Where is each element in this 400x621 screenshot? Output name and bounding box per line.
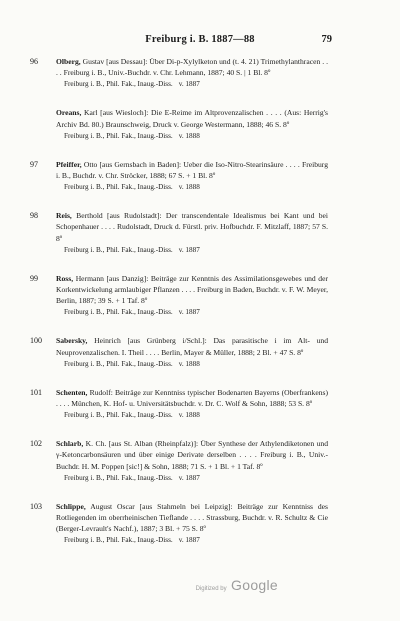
entry-item: [0, 56, 400, 90]
running-title: Freiburg i. B. 1887—88: [145, 34, 255, 45]
citation-text: Otto [aus Gernsbach in Baden]: Ueber die Iso-Nitro-Stearinsäure . . . . Freiburg i. B., Buchdr. v. Chr. Ströcker, 1888; 67 S. + 1 Bl. 8º: [56, 159, 328, 181]
google-logo: Google: [231, 577, 278, 593]
entry-citation: [56, 107, 328, 129]
author-surname: Schlippe,: [56, 501, 86, 511]
entry-citation: [56, 159, 328, 181]
page-number: 79: [321, 34, 332, 45]
entry-number: 103: [30, 501, 42, 511]
dissertation-date: v. 1887: [178, 536, 200, 545]
dissertation-date: v. 1887: [178, 245, 200, 254]
citation-text: Rudolf: Beiträge zur Kenntniss typischer Bodenarten Bayerns (Oberfrankens) . . . . München, K. Hof- u. Universitätsbuchdr. v. Dr. C. Wolf & Sohn, 1888; 53 S. 8º: [56, 387, 328, 409]
citation-text: Gustav [aus Dessau]: Über Di-p-Xylylketon und (t. 4. 21) Trimethylanthracen . . . . Freiburg i. B., Univ.-Buchdr. v. Chr. Lehmann, 1887; 40 S. | 1 Bl. 8º: [56, 57, 328, 78]
dissertation-date: v. 1888: [178, 183, 200, 192]
dissertation-note: [64, 473, 328, 484]
faculty-note: Freiburg i. B., Phil. Fak., Inaug.-Diss.: [64, 473, 173, 482]
dissertation-date: v. 1887: [178, 308, 200, 317]
entry-citation: [56, 210, 328, 244]
citation-text: Karl [aus Wiesloch]: Die E-Reime im Altprovenzalischen . . . . (Aus: Herrig's Archiv Bd. 80.) Braunschweig, Druck v. George Westermann, 1888; 46 S. 8º: [56, 108, 328, 129]
entry-item: [0, 387, 400, 421]
digitized-watermark: [196, 577, 278, 595]
entry-citation: [56, 501, 328, 535]
faculty-note: Freiburg i. B., Phil. Fak., Inaug.-Diss.: [64, 183, 173, 192]
entry-number: 100: [30, 336, 42, 346]
faculty-note: Freiburg i. B., Phil. Fak., Inaug.-Diss.: [64, 80, 173, 89]
author-surname: Schenten,: [56, 387, 88, 397]
entry-number: 98: [30, 211, 38, 221]
entry-item: [0, 210, 400, 256]
entry-item: [0, 273, 400, 319]
watermark-prefix: Digitized by: [195, 586, 227, 592]
dissertation-date: v. 1888: [178, 411, 200, 420]
citation-text: Hermann [aus Danzig]: Beiträge zur Kenntnis des Assimilationsgewebes und der Korkentwickelung armlaubiger Pflanzen . . . . Freiburg in Baden, Buchdr. v. F. W. Meyer, Berlin, 1887; 39 S. + 1 Taf. 8º: [56, 273, 328, 306]
author-surname: Pfeiffer,: [56, 159, 82, 169]
author-surname: Schlarb,: [56, 439, 84, 449]
entry-item: [0, 159, 400, 193]
faculty-note: Freiburg i. B., Phil. Fak., Inaug.-Diss.: [64, 359, 173, 368]
dissertation-note: [64, 410, 328, 421]
entry-item: [0, 438, 400, 484]
entry-citation: [56, 56, 328, 78]
faculty-note: Freiburg i. B., Phil. Fak., Inaug.-Diss.: [64, 245, 173, 254]
dissertation-date: v. 1887: [178, 473, 200, 482]
author-surname: Olberg,: [56, 57, 81, 66]
faculty-note: Freiburg i. B., Phil. Fak., Inaug.-Diss.: [64, 308, 173, 317]
author-surname: Sabersky,: [56, 336, 88, 346]
dissertation-date: v. 1888: [178, 359, 200, 368]
entry-item: [0, 107, 400, 141]
entry-number: 101: [30, 387, 42, 397]
dissertation-note: [64, 359, 328, 370]
dissertation-note: [64, 245, 328, 256]
citation-text: K. Ch. [aus St. Alban (Rheinpfalz)]: Über Synthese der Athylendiketonen und γ-Ketoncarbonsäuren und über einige Derivate derselben . . . . Freiburg i. B., Univ.-Buchdr. H. M. Poppen [sic!] & Sohn, 1888; 71 S. + 1 Bl. + 1 Taf. 8º: [56, 439, 328, 471]
dissertation-note: [64, 535, 328, 546]
entry-number: 99: [30, 273, 38, 283]
citation-text: August Oscar [aus Stahmeln bei Leipzig]: Beiträge zur Kenntniss des Rotliegenden im oberrheinischen Tieflande . . . . Strassburg, Buchdr. v. R. Schultz & Cie (Berger-Levrault's Nachf.), 1887; 3 Bl. + 75 S. 8º: [56, 501, 329, 534]
entry-citation: [56, 273, 328, 307]
faculty-note: Freiburg i. B., Phil. Fak., Inaug.-Diss.: [64, 536, 173, 545]
entry-number: 97: [30, 159, 38, 169]
faculty-note: Freiburg i. B., Phil. Fak., Inaug.-Diss.: [64, 131, 173, 140]
dissertation-date: v. 1888: [178, 131, 200, 140]
author-surname: Ross,: [56, 273, 74, 283]
author-surname: Reis,: [56, 211, 72, 221]
citation-text: Heinrich [aus Grünberg i/Schl.]: Das parasitische i im Alt- und Neuprovenzalischen. I. Theil . . . . Berlin, Mayer & Müller, 1888; 2 Bl. + 47 S. 8º: [56, 336, 328, 357]
entry-list: [0, 56, 400, 563]
entry-item: [0, 335, 400, 369]
entry-item: [0, 501, 400, 547]
dissertation-date: v. 1887: [178, 80, 200, 89]
dissertation-note: [64, 79, 328, 90]
entry-number: 102: [30, 439, 42, 449]
entry-number: 96: [30, 57, 38, 66]
dissertation-note: [64, 182, 328, 193]
entry-citation: [56, 438, 328, 472]
entry-citation: [56, 387, 328, 409]
citation-text: Berthold [aus Rudolstadt]: Der transcendentale Idealismus bei Kant und bei Schopenhauer . . . . Rudolstadt, Druck d. Fürstl. priv. Hofbuchdr. F. Mitzlaff, 1887; 57 S. 8º: [56, 211, 328, 243]
dissertation-note: [64, 131, 328, 142]
author-surname: Oreans,: [56, 108, 82, 118]
page-header: [0, 34, 400, 48]
faculty-note: Freiburg i. B., Phil. Fak., Inaug.-Diss.: [64, 411, 173, 420]
entry-citation: [56, 335, 328, 357]
dissertation-note: [64, 307, 328, 318]
